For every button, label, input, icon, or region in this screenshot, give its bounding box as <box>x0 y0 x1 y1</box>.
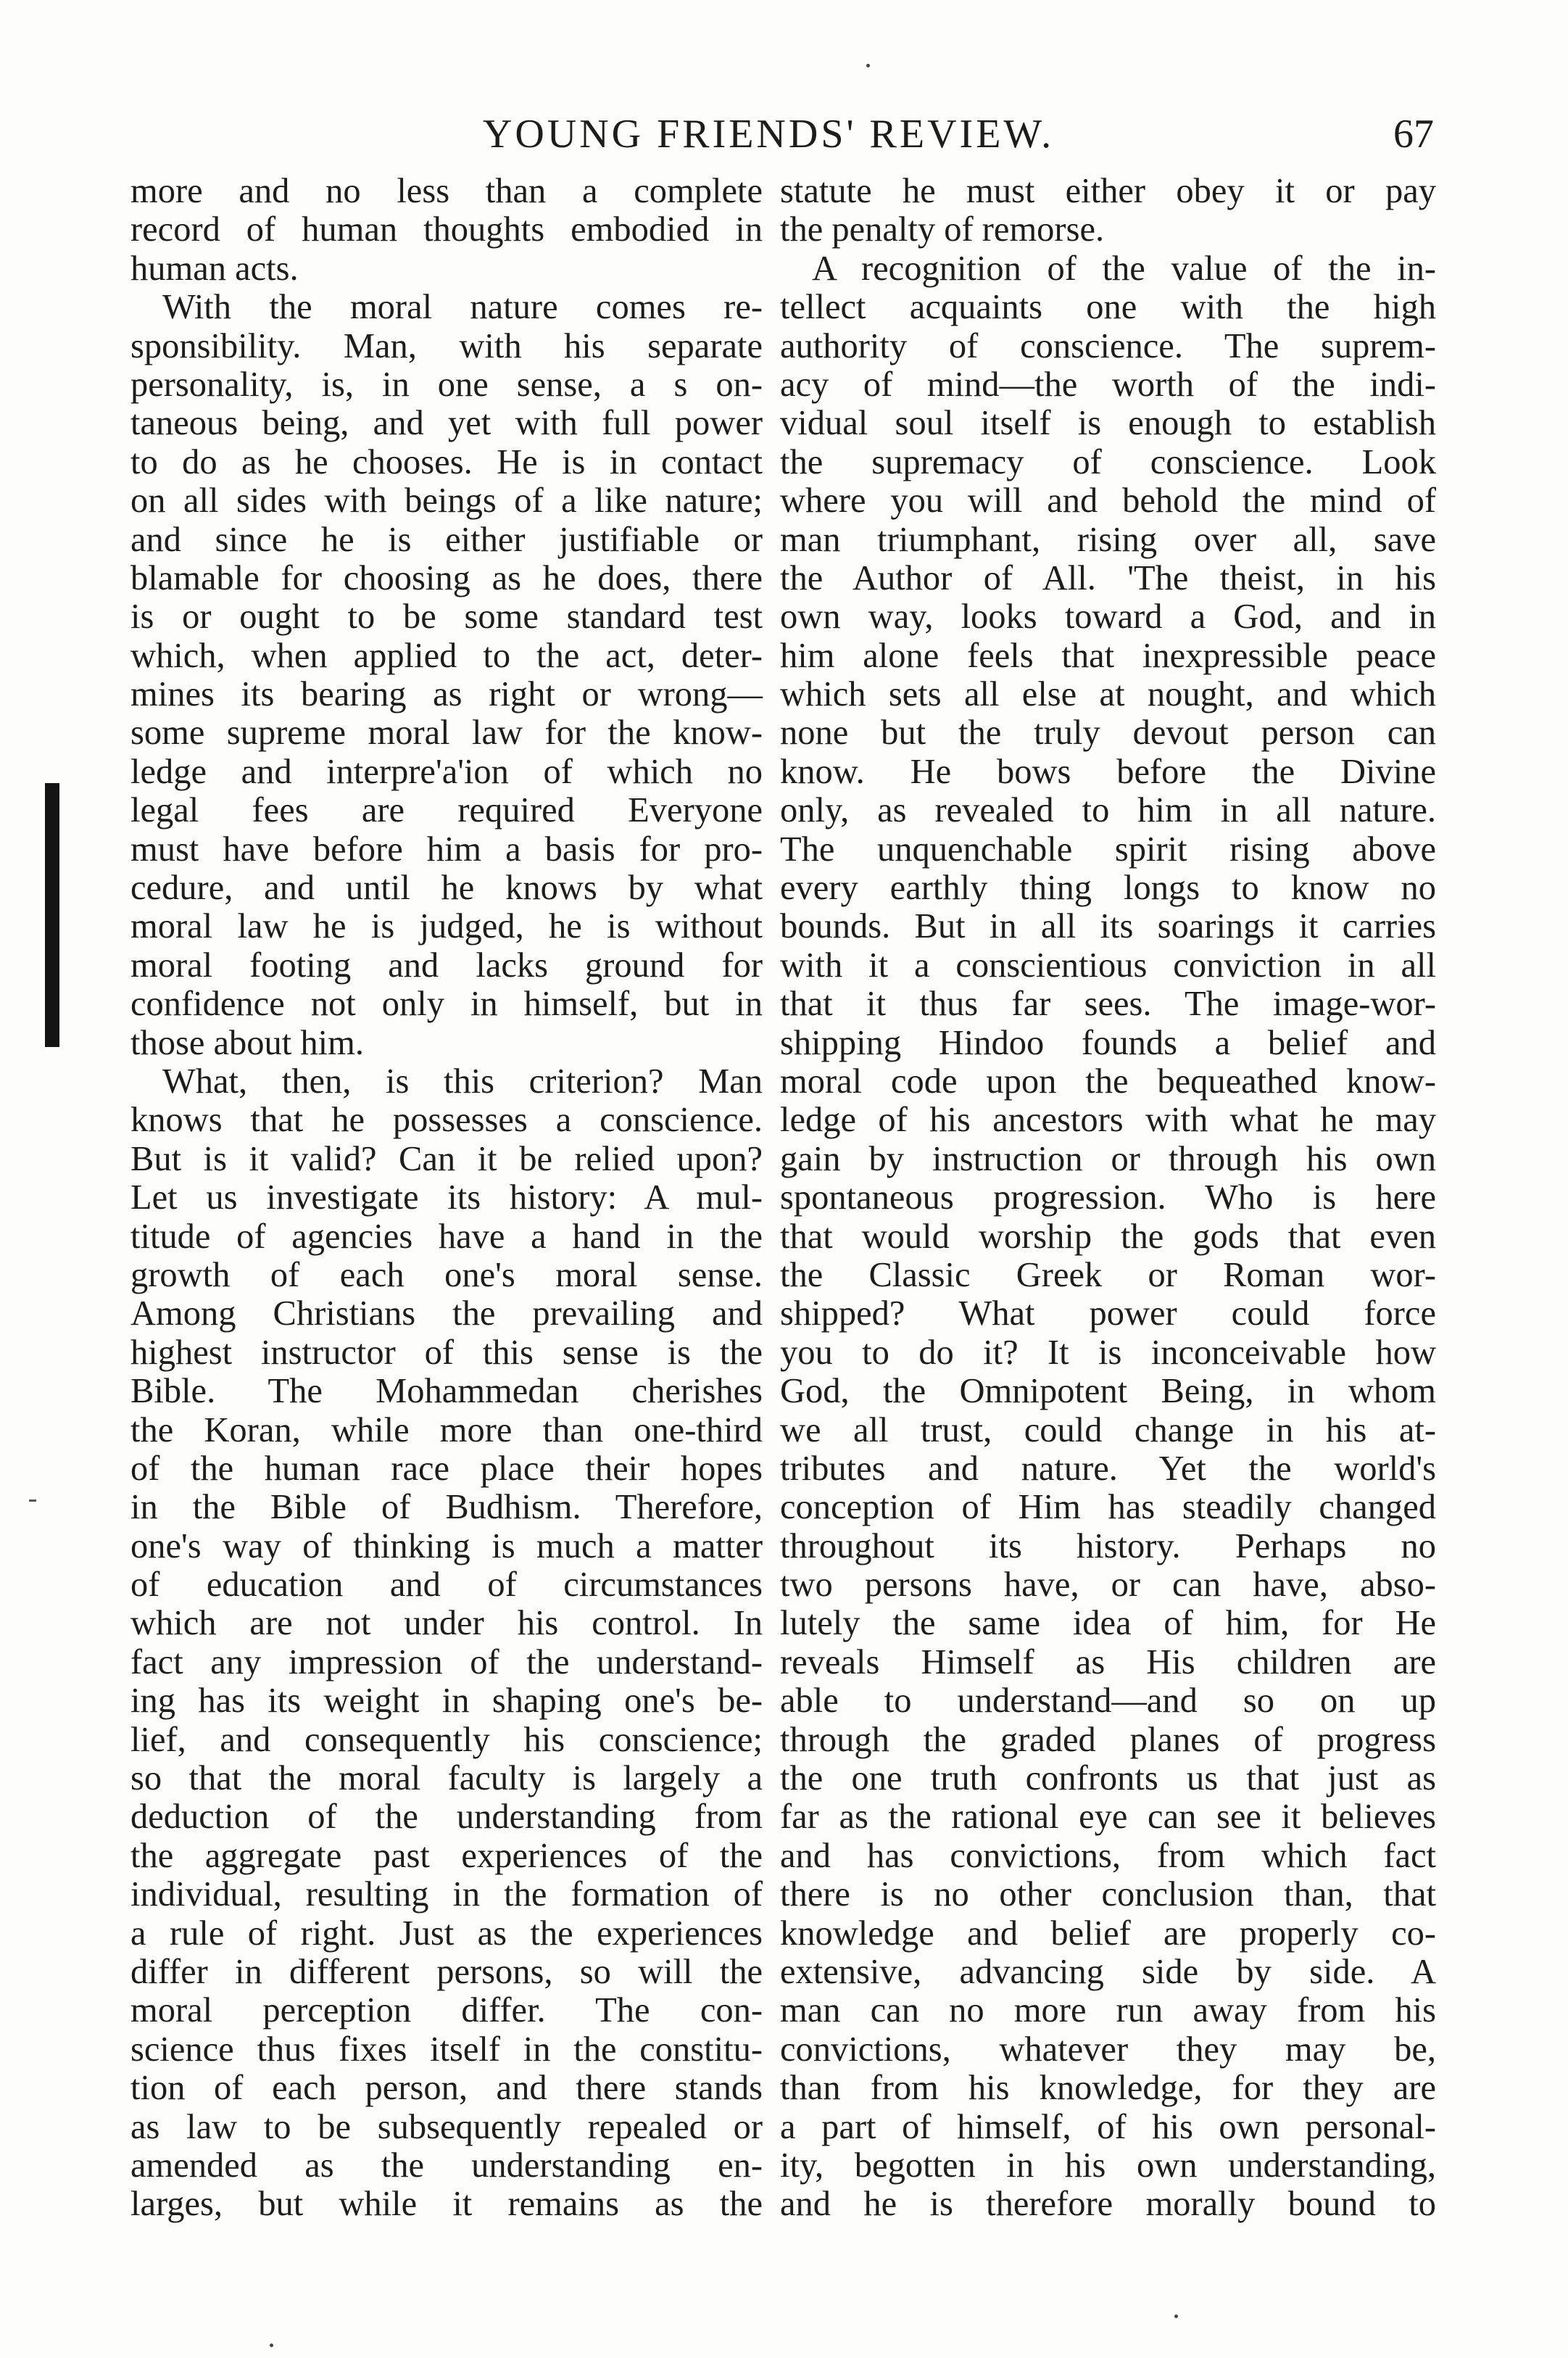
text-line: we all trust, could change in his at- <box>780 1410 1436 1449</box>
text-line: The unquenchable spirit rising above <box>780 830 1436 869</box>
text-line: able to understand—and so on up <box>780 1681 1436 1721</box>
text-line: knowledge and belief are properly co- <box>780 1914 1436 1953</box>
text-line: ledge of his ancestors with what he may <box>780 1101 1436 1140</box>
text-line: to do as he chooses. He is in contact <box>130 442 763 481</box>
text-line: extensive, advancing side by side. A <box>780 1952 1436 1991</box>
text-line: on all sides with beings of a like nature; <box>130 481 763 521</box>
text-line: there is no other conclusion than, that <box>780 1875 1436 1914</box>
text-line: ing has its weight in shaping one's be- <box>130 1681 763 1721</box>
text-line: growth of each one's moral sense. <box>130 1255 763 1294</box>
text-line: moral code upon the bequeathed know- <box>780 1062 1436 1101</box>
text-line: which are not under his control. In <box>130 1604 763 1643</box>
running-title: YOUNG FRIENDS' REVIEW. <box>482 112 1055 157</box>
text-line: mines its bearing as right or wrong— <box>130 675 763 714</box>
text-line: vidual soul itself is enough to establish <box>780 404 1436 443</box>
text-line: But is it valid? Can it be relied upon? <box>130 1139 763 1178</box>
text-line: the aggregate past experiences of the <box>130 1836 763 1875</box>
text-line: the Author of All. 'The theist, in his <box>780 558 1436 597</box>
text-line: that it thus far sees. The image-wor- <box>780 985 1436 1024</box>
text-line: moral law he is judged, he is without <box>130 907 763 946</box>
text-line: personality, is, in one sense, a s on- <box>130 365 763 404</box>
text-line: two persons have, or can have, abso- <box>780 1565 1436 1605</box>
text-line: God, the Omnipotent Being, in whom <box>780 1372 1436 1411</box>
margin-tick-mark <box>29 1499 36 1502</box>
text-line: every earthly thing longs to know no <box>780 869 1436 908</box>
text-line: A recognition of the value of the in- <box>812 249 1436 288</box>
text-line: only, as revealed to him in all nature. <box>780 791 1436 830</box>
text-line: convictions, whatever they may be, <box>780 2030 1436 2069</box>
text-line: tributes and nature. Yet the world's <box>780 1449 1436 1488</box>
text-line: gain by instruction or through his own <box>780 1139 1436 1178</box>
text-line: larges, but while it remains as the <box>130 2185 763 2224</box>
text-line: which sets all else at nought, and which <box>780 675 1436 714</box>
text-line: statute he must either obey it or pay <box>780 172 1436 210</box>
text-line: deduction of the understanding from <box>130 1798 763 1837</box>
text-line: the penalty of remorse. <box>780 210 1105 249</box>
text-line: where you will and behold the mind of <box>780 481 1436 521</box>
text-line: the supremacy of conscience. Look <box>780 442 1436 481</box>
text-line: differ in different persons, so will the <box>130 1952 763 1991</box>
text-line: the Koran, while more than one-third <box>130 1410 763 1449</box>
text-line: Among Christians the prevailing and <box>130 1294 763 1333</box>
text-line: highest instructor of this sense is the <box>130 1333 763 1372</box>
text-line: through the graded planes of progress <box>780 1720 1436 1759</box>
text-line: is or ought to be some standard test <box>130 597 763 637</box>
text-line: know. He bows before the Divine <box>780 752 1436 791</box>
text-line: shipping Hindoo founds a belief and <box>780 1023 1436 1062</box>
text-line: spontaneous progression. Who is here <box>780 1178 1436 1217</box>
text-line: lutely the same idea of him, for He <box>780 1604 1436 1643</box>
scan-speck <box>270 2343 273 2347</box>
text-line: tellect acquaints one with the high <box>780 288 1436 327</box>
text-line: human acts. <box>130 249 299 288</box>
text-line: acy of mind—the worth of the indi- <box>780 365 1436 404</box>
text-line: a rule of right. Just as the experiences <box>130 1914 763 1953</box>
text-line: titude of agencies have a hand in the <box>130 1217 763 1256</box>
text-line: Let us investigate its history: A mul- <box>130 1178 763 1217</box>
text-line: as law to be subsequently repealed or <box>130 2107 763 2146</box>
text-line: with it a conscientious conviction in all <box>780 946 1436 985</box>
text-line: own way, looks toward a God, and in <box>780 597 1436 637</box>
text-line: must have before him a basis for pro- <box>130 830 763 869</box>
text-line: reveals Himself as His children are <box>780 1642 1436 1681</box>
text-line: the one truth confronts us that just as <box>780 1759 1436 1798</box>
scan-speck <box>866 64 870 67</box>
running-head <box>0 109 1568 160</box>
text-line: authority of conscience. The suprem- <box>780 326 1436 365</box>
text-line: none but the truly devout person can <box>780 713 1436 753</box>
text-line: What, then, is this criterion? Man <box>162 1062 763 1101</box>
text-line: confidence not only in himself, but in <box>130 985 763 1024</box>
text-line: and he is therefore morally bound to <box>780 2185 1436 2224</box>
text-line: man triumphant, rising over all, save <box>780 520 1436 559</box>
text-line: blamable for choosing as he does, there <box>130 558 763 597</box>
text-line: and has convictions, from which fact <box>780 1836 1436 1875</box>
text-line: one's way of thinking is much a matter <box>130 1526 763 1565</box>
text-line: throughout its history. Perhaps no <box>780 1526 1436 1565</box>
text-line: of the human race place their hopes <box>130 1449 763 1488</box>
text-line: of education and of circumstances <box>130 1565 763 1605</box>
text-line: than from his knowledge, for they are <box>780 2069 1436 2108</box>
text-line: cedure, and until he knows by what <box>130 869 763 908</box>
text-line: moral perception differ. The con- <box>130 1991 763 2030</box>
text-line: you to do it? It is inconceivable how <box>780 1333 1436 1372</box>
right-text-column <box>780 172 1436 2224</box>
page-number: 67 <box>1393 112 1434 157</box>
text-line: some supreme moral law for the know- <box>130 713 763 753</box>
text-line: record of human thoughts embodied in <box>130 210 763 249</box>
text-line: that would worship the gods that even <box>780 1217 1436 1256</box>
text-line: a part of himself, of his own personal- <box>780 2107 1436 2146</box>
text-line: bounds. But in all its soarings it carries <box>780 907 1436 946</box>
text-line: tion of each person, and there stands <box>130 2069 763 2108</box>
text-line: in the Bible of Budhism. Therefore, <box>130 1488 763 1527</box>
text-line: lief, and consequently his conscience; <box>130 1720 763 1759</box>
text-line: so that the moral faculty is largely a <box>130 1759 763 1798</box>
text-line: those about him. <box>130 1023 364 1062</box>
text-line: moral footing and lacks ground for <box>130 946 763 985</box>
text-line: fact any impression of the understand- <box>130 1642 763 1681</box>
text-line: legal fees are required Everyone <box>130 791 763 830</box>
text-line: man can no more run away from his <box>780 1991 1436 2030</box>
text-line: Bible. The Mohammedan cherishes <box>130 1372 763 1411</box>
text-line: ledge and interpre'a'ion of which no <box>130 752 763 791</box>
margin-scan-bar <box>45 783 59 1047</box>
text-line: shipped? What power could force <box>780 1294 1436 1333</box>
text-line: science thus fixes itself in the constitu- <box>130 2030 763 2069</box>
text-line: individual, resulting in the formation of <box>130 1875 763 1914</box>
text-line: ity, begotten in his own understanding, <box>780 2146 1436 2185</box>
text-line: sponsibility. Man, with his separate <box>130 326 763 365</box>
text-line: him alone feels that inexpressible peace <box>780 636 1436 675</box>
left-text-column <box>130 172 763 2224</box>
text-line: and since he is either justifiable or <box>130 520 763 559</box>
text-line: the Classic Greek or Roman wor- <box>780 1255 1436 1294</box>
text-line: taneous being, and yet with full power <box>130 404 763 443</box>
scan-speck <box>1174 2314 1178 2318</box>
text-line: which, when applied to the act, deter- <box>130 636 763 675</box>
text-line: conception of Him has steadily changed <box>780 1488 1436 1527</box>
text-line: far as the rational eye can see it believes <box>780 1798 1436 1837</box>
text-line: more and no less than a complete <box>130 172 763 210</box>
text-line: amended as the understanding en- <box>130 2146 763 2185</box>
text-line: knows that he possesses a conscience. <box>130 1101 763 1140</box>
text-line: With the moral nature comes re- <box>162 288 763 327</box>
